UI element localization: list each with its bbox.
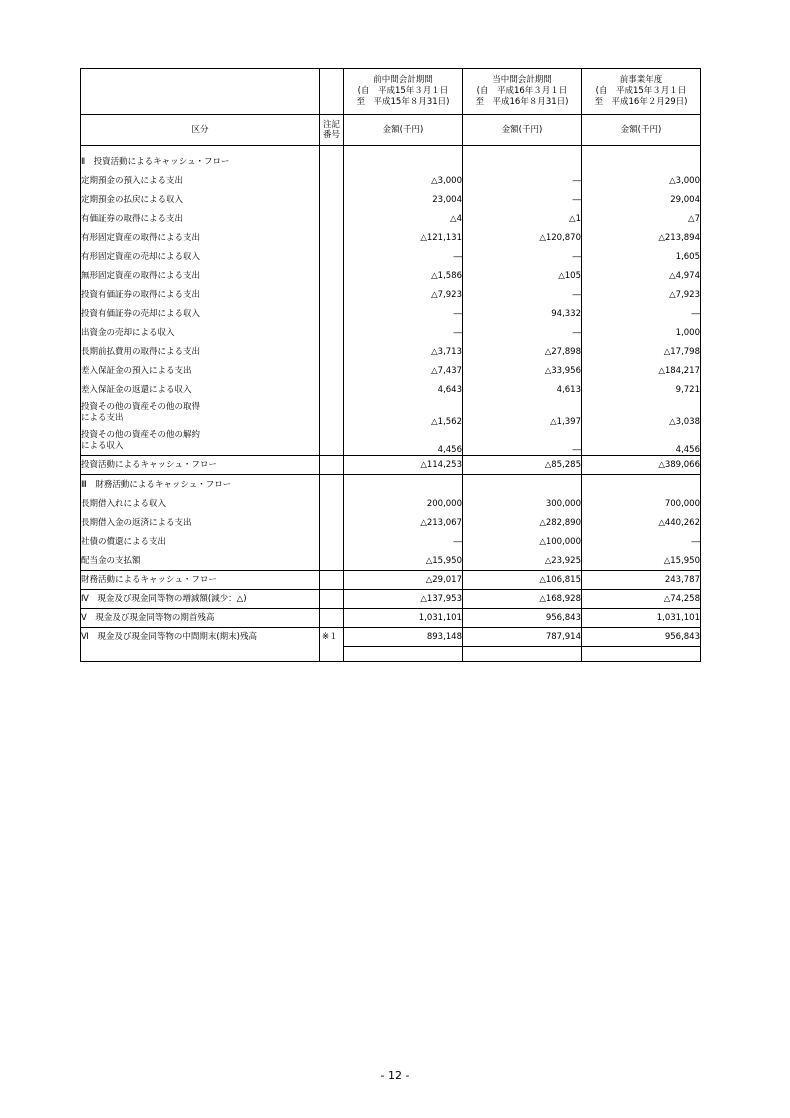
value-current-interim: △106,815 <box>463 571 582 590</box>
row-label: 投資有価証券の売却による収入 <box>81 304 320 323</box>
value-prior-year: △7,923 <box>582 285 701 304</box>
note-header-line1: 注記 <box>322 120 340 130</box>
summary-row <box>81 590 701 609</box>
row-label: 投資活動によるキャッシュ・フロー <box>81 456 320 475</box>
line-item-row <box>81 304 701 323</box>
value-prior-interim: ― <box>344 304 463 323</box>
row-label: 差入保証金の返還による収入 <box>81 380 320 399</box>
value-prior-interim: 1,031,101 <box>344 609 463 628</box>
line-item-row <box>81 285 701 304</box>
value-current-interim: 4,613 <box>463 380 582 399</box>
summary-row <box>81 609 701 628</box>
row-label: 配当金の支払額 <box>81 551 320 571</box>
line-item-row <box>81 380 701 399</box>
line-item-row <box>81 323 701 342</box>
value-prior-year: △4,974 <box>582 266 701 285</box>
line-item-row <box>81 342 701 361</box>
value-current-interim <box>463 647 582 662</box>
value-prior-interim: △114,253 <box>344 456 463 475</box>
value-current-interim: △1,397 <box>463 399 582 427</box>
line-item-row <box>81 532 701 551</box>
value-prior-year: 956,843 <box>582 628 701 647</box>
note-cell <box>320 285 344 304</box>
value-prior-interim: 200,000 <box>344 494 463 513</box>
line-item-row <box>81 494 701 513</box>
value-current-interim: △27,898 <box>463 342 582 361</box>
value-prior-interim: △121,131 <box>344 228 463 247</box>
value-prior-interim: △29,017 <box>344 571 463 590</box>
value-current-interim: △85,285 <box>463 456 582 475</box>
row-label: Ⅴ 現金及び現金同等物の期首残高 <box>81 609 320 628</box>
note-cell <box>320 513 344 532</box>
value-prior-year: 1,605 <box>582 247 701 266</box>
subtotal-row <box>81 456 701 475</box>
value-prior-year <box>582 152 701 171</box>
row-label: 定期預金の払戻による収入 <box>81 190 320 209</box>
value-current-interim: △120,870 <box>463 228 582 247</box>
value-prior-interim: 4,643 <box>344 380 463 399</box>
row-label: 有形固定資産の取得による支出 <box>81 228 320 247</box>
value-prior-interim: △4 <box>344 209 463 228</box>
row-label: Ⅵ 現金及び現金同等物の中間期末(期末)残高 <box>81 628 320 647</box>
value-prior-year: △7 <box>582 209 701 228</box>
note-header <box>320 115 344 146</box>
period-from: (自 平成15年３月１日 <box>595 86 687 96</box>
period-to: 至 平成15年８月31日) <box>356 97 450 107</box>
value-prior-year: △184,217 <box>582 361 701 380</box>
note-cell <box>320 323 344 342</box>
note-cell <box>320 190 344 209</box>
value-prior-year: △15,950 <box>582 551 701 571</box>
value-prior-year: 243,787 <box>582 571 701 590</box>
subtotal-row <box>81 571 701 590</box>
value-prior-interim: △3,000 <box>344 171 463 190</box>
note-cell <box>320 456 344 475</box>
amount-header: 金額(千円) <box>582 115 701 146</box>
line-item-row <box>81 228 701 247</box>
note-cell <box>320 399 344 427</box>
summary-row <box>81 628 701 647</box>
note-cell <box>320 609 344 628</box>
value-prior-interim <box>344 152 463 171</box>
note-cell <box>320 247 344 266</box>
value-prior-interim: △3,713 <box>344 342 463 361</box>
value-prior-interim: 4,456 <box>344 427 463 456</box>
amount-header: 金額(千円) <box>344 115 463 146</box>
value-prior-year: 700,000 <box>582 494 701 513</box>
category-header: 区分 <box>81 115 320 146</box>
value-prior-year: △213,894 <box>582 228 701 247</box>
period-prior-interim <box>344 69 463 115</box>
value-prior-year <box>582 647 701 662</box>
period-name: 前事業年度 <box>619 75 663 85</box>
value-current-interim: △105 <box>463 266 582 285</box>
period-header-row <box>81 69 701 115</box>
note-cell: ※１ <box>320 628 344 647</box>
line-item-row <box>81 399 701 427</box>
value-prior-year: 1,000 <box>582 323 701 342</box>
note-cell <box>320 171 344 190</box>
period-name: 当中間会計期間 <box>492 75 552 85</box>
value-current-interim: △23,925 <box>463 551 582 571</box>
note-cell <box>320 152 344 171</box>
line-item-row <box>81 513 701 532</box>
period-from: (自 平成15年３月１日 <box>357 86 449 96</box>
row-label: 有形固定資産の売却による収入 <box>81 247 320 266</box>
value-prior-interim: △213,067 <box>344 513 463 532</box>
value-prior-interim: △1,562 <box>344 399 463 427</box>
value-prior-year: ― <box>582 532 701 551</box>
header-blank <box>81 69 320 115</box>
note-cell <box>320 266 344 285</box>
page-number: - 12 - <box>380 1069 410 1082</box>
note-cell <box>320 494 344 513</box>
line-item-row <box>81 361 701 380</box>
period-to: 至 平成16年８月31日) <box>475 97 569 107</box>
amount-header: 金額(千円) <box>463 115 582 146</box>
value-current-interim: △1 <box>463 209 582 228</box>
value-prior-interim: ― <box>344 532 463 551</box>
row-label: 無形固定資産の取得による支出 <box>81 266 320 285</box>
value-current-interim: 787,914 <box>463 628 582 647</box>
label-line1: 投資その他の資産その他の取得 <box>81 402 201 412</box>
label-line2: による収入 <box>81 441 124 451</box>
period-current-interim <box>463 69 582 115</box>
note-cell <box>320 228 344 247</box>
value-prior-year: 29,004 <box>582 190 701 209</box>
value-current-interim: ― <box>463 190 582 209</box>
note-cell <box>320 475 344 495</box>
value-prior-interim: ― <box>344 247 463 266</box>
value-prior-interim: ― <box>344 323 463 342</box>
note-cell <box>320 380 344 399</box>
value-prior-interim: 893,148 <box>344 628 463 647</box>
value-prior-year: ― <box>582 304 701 323</box>
value-prior-year: △389,066 <box>582 456 701 475</box>
value-current-interim: ― <box>463 247 582 266</box>
value-current-interim: 94,332 <box>463 304 582 323</box>
note-cell <box>320 361 344 380</box>
value-current-interim: 300,000 <box>463 494 582 513</box>
value-prior-year: △3,038 <box>582 399 701 427</box>
line-item-row <box>81 266 701 285</box>
row-label: 長期借入れによる収入 <box>81 494 320 513</box>
value-prior-interim <box>344 475 463 495</box>
line-item-row <box>81 427 701 456</box>
label-line1: 投資その他の資産その他の解約 <box>81 430 201 440</box>
note-cell <box>320 304 344 323</box>
label-line2: による支出 <box>81 413 124 423</box>
header-blank-note <box>320 69 344 115</box>
row-label: Ⅲ 財務活動によるキャッシュ・フロー <box>81 475 320 495</box>
line-item-row <box>81 209 701 228</box>
value-prior-interim: △1,586 <box>344 266 463 285</box>
period-to: 至 平成16年２月29日) <box>594 97 688 107</box>
note-cell <box>320 551 344 571</box>
line-item-row <box>81 247 701 266</box>
row-label: 有価証券の取得による支出 <box>81 209 320 228</box>
line-item-row <box>81 190 701 209</box>
row-label: 社債の償還による支出 <box>81 532 320 551</box>
note-cell <box>320 571 344 590</box>
value-current-interim <box>463 152 582 171</box>
row-label: 定期預金の預入による支出 <box>81 171 320 190</box>
value-prior-year: 9,721 <box>582 380 701 399</box>
value-current-interim: △100,000 <box>463 532 582 551</box>
row-label: 差入保証金の預入による支出 <box>81 361 320 380</box>
period-from: (自 平成16年３月１日 <box>476 86 568 96</box>
value-prior-year: △3,000 <box>582 171 701 190</box>
value-prior-year: 4,456 <box>582 427 701 456</box>
note-cell <box>320 209 344 228</box>
value-prior-interim <box>344 647 463 662</box>
value-current-interim: △168,928 <box>463 590 582 609</box>
row-label: 財務活動によるキャッシュ・フロー <box>81 571 320 590</box>
value-prior-year: △17,798 <box>582 342 701 361</box>
value-current-interim: ― <box>463 323 582 342</box>
period-name: 前中間会計期間 <box>373 75 433 85</box>
row-label: 投資有価証券の取得による支出 <box>81 285 320 304</box>
line-item-row <box>81 551 701 571</box>
row-label: Ⅳ 現金及び現金同等物の増減額(減少：△) <box>81 590 320 609</box>
section-heading <box>81 475 701 495</box>
value-current-interim: △282,890 <box>463 513 582 532</box>
value-prior-year: △440,262 <box>582 513 701 532</box>
note-cell <box>320 532 344 551</box>
value-current-interim: ― <box>463 427 582 456</box>
value-prior-interim: △7,437 <box>344 361 463 380</box>
row-label: 長期借入金の返済による支出 <box>81 513 320 532</box>
row-label <box>81 399 320 427</box>
column-header-row <box>81 115 701 146</box>
note-header-line2: 番号 <box>322 130 340 140</box>
note-cell <box>320 342 344 361</box>
note-cell <box>320 590 344 609</box>
row-label: 出資金の売却による収入 <box>81 323 320 342</box>
value-current-interim <box>463 475 582 495</box>
value-prior-interim: △15,950 <box>344 551 463 571</box>
row-label <box>81 647 320 662</box>
row-label <box>81 427 320 456</box>
row-label: Ⅱ 投資活動によるキャッシュ・フロー <box>81 152 320 171</box>
value-prior-interim: △137,953 <box>344 590 463 609</box>
value-prior-year: 1,031,101 <box>582 609 701 628</box>
value-current-interim: △33,956 <box>463 361 582 380</box>
value-prior-interim: 23,004 <box>344 190 463 209</box>
section-heading <box>81 152 701 171</box>
value-prior-year: △74,258 <box>582 590 701 609</box>
cash-flow-table <box>80 68 701 662</box>
row-label: 長期前払費用の取得による支出 <box>81 342 320 361</box>
line-item-row <box>81 171 701 190</box>
value-current-interim: 956,843 <box>463 609 582 628</box>
note-cell <box>320 647 344 662</box>
value-prior-year <box>582 475 701 495</box>
note-cell <box>320 427 344 456</box>
trailing-row <box>81 647 701 662</box>
value-prior-interim: △7,923 <box>344 285 463 304</box>
value-current-interim: ― <box>463 171 582 190</box>
period-prior-year <box>582 69 701 115</box>
value-current-interim: ― <box>463 285 582 304</box>
